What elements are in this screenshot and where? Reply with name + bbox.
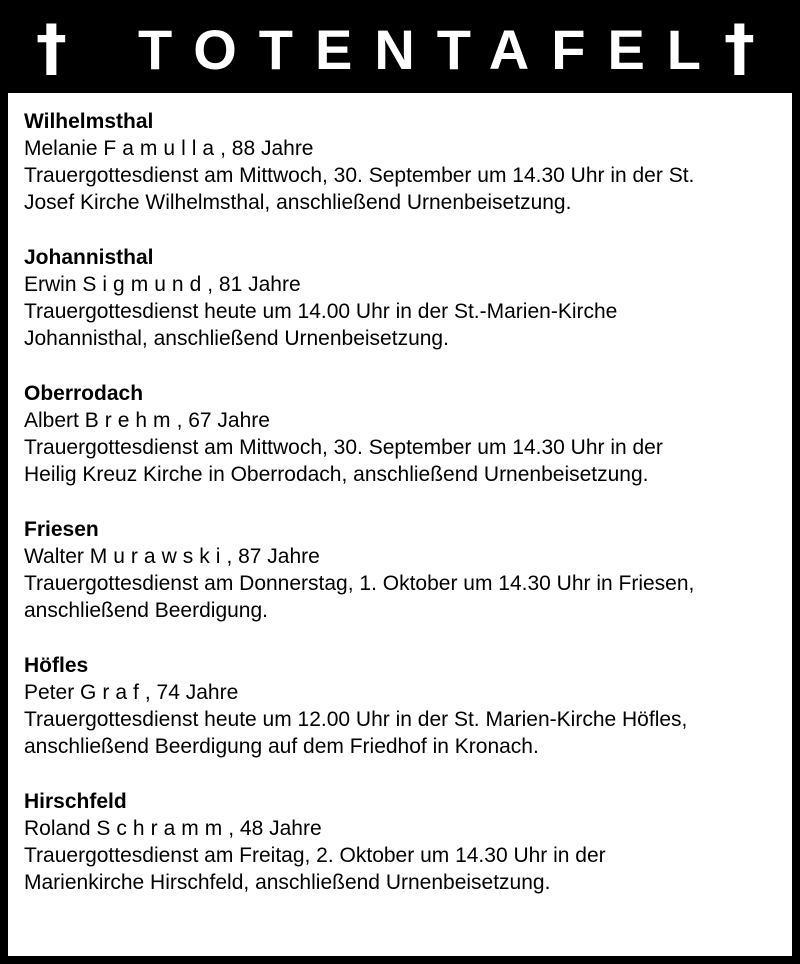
obituary-entry [24,108,784,216]
entry-place: Oberrodach [24,382,144,405]
entry-place: Wilhelmsthal [24,110,154,133]
entry-first-name: Melanie [24,137,98,160]
entry-place: Johannisthal [24,246,154,269]
entry-age: , 88 Jahre [220,137,314,160]
entry-service-line2: Josef Kirche Wilhelmsthal, anschließend Urnenbeisetzung. [24,191,572,214]
cross-icon-left: † [36,11,67,84]
entry-first-name: Albert [24,409,79,432]
entry-service-line1: Trauergottesdienst am Donnerstag, 1. Oktober um 14.30 Uhr in Friesen, [24,572,695,595]
obituary-entry [24,516,784,624]
entry-age: , 74 Jahre [144,681,239,704]
entry-service-line2: Johannisthal, anschließend Urnenbeisetzung. [24,327,449,350]
entry-surname: Sigmund [82,273,208,296]
entry-person [24,135,784,162]
entry-age: , 81 Jahre [207,273,301,296]
entry-service-line2: Heilig Kreuz Kirche in Oberrodach, anschließend Urnenbeisetzung. [24,463,649,486]
page-title: TOTENTAFEL [138,18,724,81]
entry-surname: Brehm [84,409,177,432]
entry-surname: Schramm [96,817,229,840]
entry-first-name: Erwin [24,273,77,296]
entry-service-line2: anschließend Beerdigung auf dem Friedhof in Kronach. [24,735,539,758]
entry-age: , 48 Jahre [228,817,322,840]
entry-first-name: Walter [24,545,84,568]
entry-person [24,543,784,570]
obituary-entry [24,788,784,896]
entry-service-line1: Trauergottesdienst heute um 12.00 Uhr in der St. Marien-Kirche Höfles, [24,708,688,731]
entry-service-line2: Marienkirche Hirschfeld, anschließend Urnenbeisetzung. [24,871,551,894]
entry-place: Hirschfeld [24,790,127,813]
entry-person [24,271,784,298]
header-banner [8,8,792,93]
entry-service-line1: Trauergottesdienst heute um 14.00 Uhr in der St.-Marien-Kirche [24,300,618,323]
entry-service-line1: Trauergottesdienst am Mittwoch, 30. September um 14.30 Uhr in der [24,436,663,459]
entry-surname: Graf [80,681,145,704]
entry-first-name: Roland [24,817,91,840]
entry-age: , 67 Jahre [176,409,270,432]
entry-place: Friesen [24,518,99,541]
entry-surname: Famulla [103,137,221,160]
entry-service-line1: Trauergottesdienst am Mittwoch, 30. September um 14.30 Uhr in der St. [24,164,695,187]
entry-person [24,679,784,706]
entry-surname: Murawski [89,545,227,568]
entry-person [24,815,784,842]
obituary-entry [24,244,784,352]
obituary-entry [24,380,784,488]
entry-first-name: Peter [24,681,75,704]
obituary-entry [24,652,784,760]
entry-place: Höfles [24,654,89,677]
entry-age: , 87 Jahre [226,545,320,568]
obituary-list [24,108,784,924]
entry-service-line1: Trauergottesdienst am Freitag, 2. Oktober um 14.30 Uhr in der [24,844,606,867]
entry-service-line2: anschließend Beerdigung. [24,599,269,622]
cross-icon-right: † [724,11,755,84]
entry-person [24,407,784,434]
